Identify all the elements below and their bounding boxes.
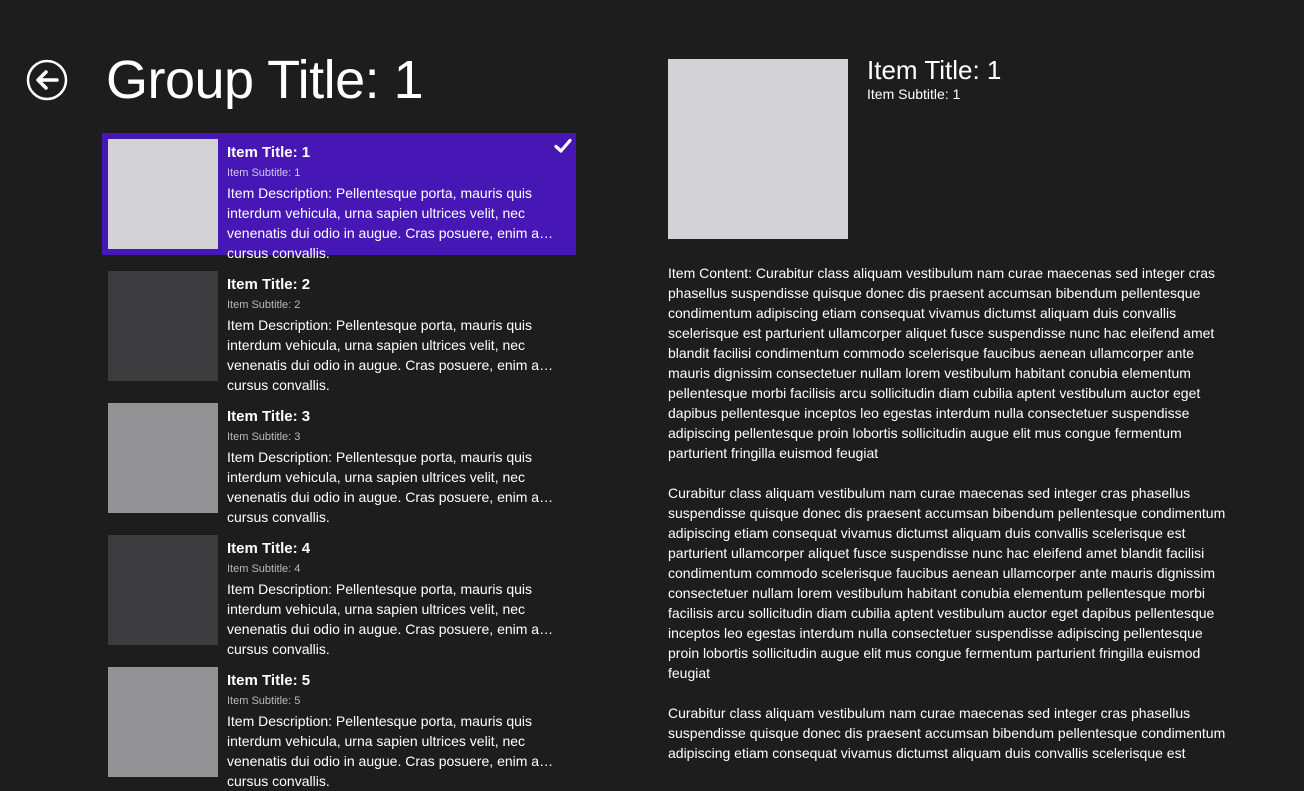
item-subtitle: Item Subtitle: 3 (227, 431, 301, 443)
item-description: Item Description: Pellentesque porta, mauris quis interdum vehicula, urna sapien ultrices velit, nec venenatis dui odio in augue. Cras posuere, enim a cursus convallis. (227, 449, 540, 525)
back-button[interactable] (26, 59, 68, 101)
item-title: Item Title: 3 (227, 408, 311, 425)
back-arrow-icon (26, 59, 68, 101)
item-title: Item Title: 4 (227, 540, 311, 557)
item-text (227, 407, 557, 525)
item-description: Item Description: Pellentesque porta, mauris quis interdum vehicula, urna sapien ultrices velit, nec venenatis dui odio in augue. Cras posuere, enim a cursus convallis. (227, 581, 540, 657)
item-thumbnail (108, 535, 218, 645)
list-item[interactable] (102, 529, 576, 657)
selected-check-icon (554, 137, 572, 155)
list-item[interactable] (102, 265, 576, 393)
detail-content (668, 263, 1234, 783)
item-thumbnail (108, 139, 218, 249)
item-subtitle: Item Subtitle: 5 (227, 695, 301, 707)
list-item[interactable] (102, 661, 576, 789)
item-thumbnail (108, 667, 218, 777)
item-text (227, 143, 557, 261)
item-title: Item Title: 5 (227, 672, 311, 689)
detail-paragraph: Item Content: Curabitur class aliquam vestibulum nam curae maecenas sed integer cras phasellus suspendisse quisque donec dis praesent accumsan bibendum pellentesque condimentum adipiscing etiam consequat vivamus dictumst aliquam duis convallis scelerisque est parturient ullamcorper aliquet fusce suspendisse nunc hac eleifend amet blandit facilisi condimentum commodo scelerisque faucibus aenean ullamcorper ante mauris dignissim consectetuer nullam lorem vestibulum habitant conubia elementum pellentesque morbi facilisis arcu sollicitudin diam cubilia aptent vestibulum auctor eget dapibus pellentesque inceptos leo egestas interdum nulla consectetuer suspendisse adipiscing pellentesque proin lobortis sollicitudin augue elit mus congue fermentum parturient fringilla euismod feugiat (668, 265, 1216, 461)
detail-paragraph: Curabitur class aliquam vestibulum nam curae maecenas sed integer cras phasellus suspendisse quisque donec dis praesent accumsan bibendum pellentesque condimentum adipiscing etiam consequat vivamus dictumst aliquam duis convallis scelerisque est parturient ullamcorper aliquet fusce suspendisse nunc hac eleifend amet blandit facilisi condimentum commodo scelerisque faucibus aenean ullamcorper ante mauris dignissim consectetuer nullam lorem vestibulum habitant conubia elementum pellentesque morbi facilisis arcu sollicitudin diam cubilia aptent vestibulum auctor eget dapibus pellentesque inceptos leo egestas interdum nulla consectetuer suspendisse adipiscing pellentesque proin lobortis sollicitudin augue elit mus congue fermentum parturient fringilla euismod feugiat (668, 485, 1226, 681)
item-thumbnail (108, 271, 218, 381)
item-text (227, 671, 557, 789)
item-text (227, 275, 557, 393)
detail-image (668, 59, 848, 239)
item-description: Item Description: Pellentesque porta, mauris quis interdum vehicula, urna sapien ultrices velit, nec venenatis dui odio in augue. Cras posuere, enim a cursus convallis. (227, 185, 540, 261)
item-title: Item Title: 2 (227, 276, 311, 293)
item-title: Item Title: 1 (227, 144, 311, 161)
item-text (227, 539, 557, 657)
item-subtitle: Item Subtitle: 1 (227, 167, 301, 179)
item-description: Item Description: Pellentesque porta, mauris quis interdum vehicula, urna sapien ultrices velit, nec venenatis dui odio in augue. Cras posuere, enim a cursus convallis. (227, 713, 540, 789)
detail-subtitle: Item Subtitle: 1 (867, 86, 961, 102)
item-thumbnail (108, 403, 218, 513)
list-item[interactable] (102, 397, 576, 525)
item-subtitle: Item Subtitle: 4 (227, 563, 301, 575)
detail-title: Item Title: 1 (867, 55, 1002, 85)
item-description: Item Description: Pellentesque porta, mauris quis interdum vehicula, urna sapien ultrices velit, nec venenatis dui odio in augue. Cras posuere, enim a cursus convallis. (227, 317, 540, 393)
list-item[interactable] (102, 133, 576, 261)
detail-paragraph: Curabitur class aliquam vestibulum nam curae maecenas sed integer cras phasellus suspendisse quisque donec dis praesent accumsan bibendum pellentesque condimentum adipiscing etiam consequat vivamus dictumst aliquam duis convallis scelerisque est (668, 705, 1226, 761)
page-title: Group Title: 1 (106, 50, 424, 110)
item-subtitle: Item Subtitle: 2 (227, 299, 301, 311)
